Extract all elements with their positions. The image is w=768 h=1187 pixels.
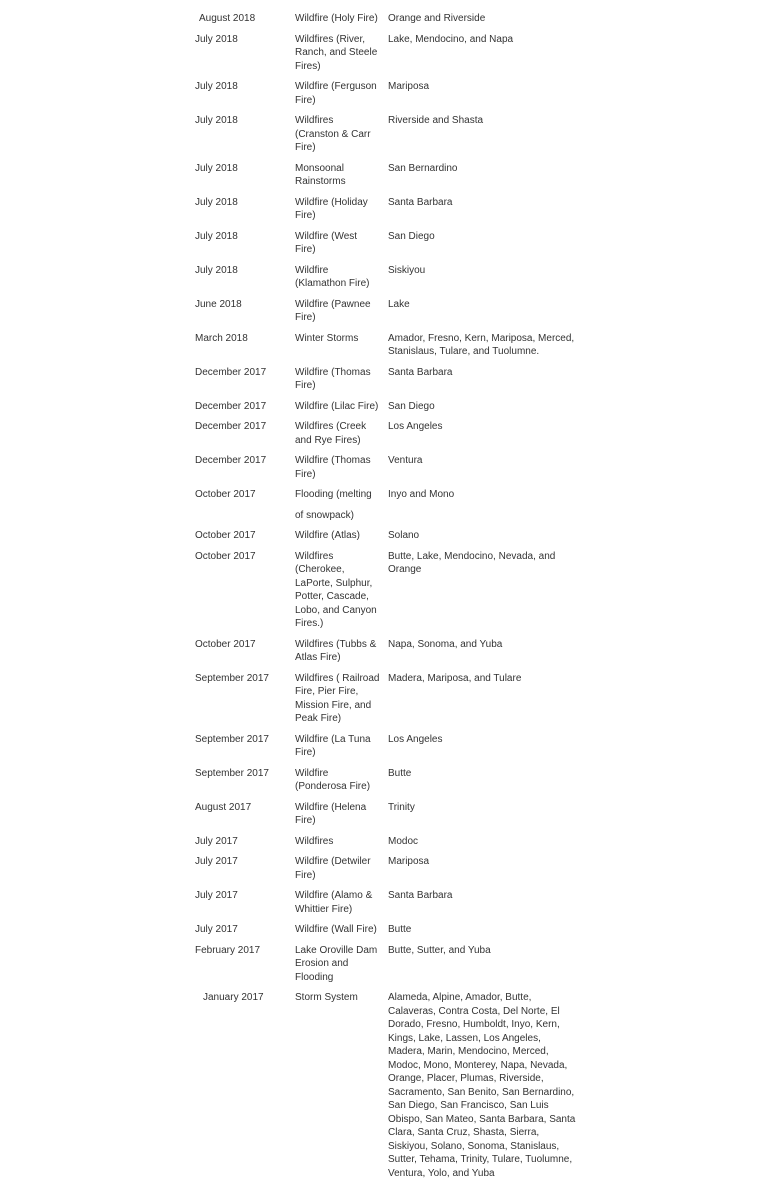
event-paragraph: Wildfires (Creek and Rye Fires) xyxy=(295,421,367,446)
event-paragraph: Wildfire (Wall Fire) xyxy=(295,924,377,935)
counties-cell: Butte xyxy=(387,924,412,935)
counties-cell: Santa Barbara xyxy=(387,890,453,901)
table-row xyxy=(0,923,768,937)
table-row xyxy=(0,230,768,257)
event-cell xyxy=(295,855,380,882)
counties-cell: Butte xyxy=(387,767,412,779)
event-cell xyxy=(295,264,380,291)
table-row xyxy=(0,12,768,26)
event-cell xyxy=(295,33,380,74)
date-cell: October 2017 xyxy=(195,489,256,500)
counties-cell: Butte, Lake, Mendocino, Nevada, and Orange xyxy=(387,550,556,575)
event-paragraph: Wildfire (Holiday Fire) xyxy=(295,196,368,221)
table-row xyxy=(0,454,768,481)
event-cell xyxy=(295,944,380,985)
event-paragraph: Wildfires (Cranston & Carr Fire) xyxy=(295,115,371,153)
date-cell: March 2018 xyxy=(195,332,248,344)
counties-cell: Los Angeles xyxy=(387,421,443,432)
table-row xyxy=(0,400,768,414)
event-paragraph: Wildfire (Detwiler Fire) xyxy=(295,856,371,881)
table-row xyxy=(0,264,768,291)
table-row xyxy=(0,33,768,74)
event-paragraph: Lake Oroville Dam Erosion and Flooding xyxy=(295,944,378,983)
date-cell: July 2018 xyxy=(195,196,238,208)
event-paragraph: Wildfire (Ferguson Fire) xyxy=(295,81,377,106)
event-paragraph: Flooding (melting xyxy=(295,489,372,500)
counties-cell: Mariposa xyxy=(387,81,430,92)
date-cell: July 2017 xyxy=(195,924,238,935)
table-row xyxy=(0,488,768,522)
table-row xyxy=(0,366,768,393)
event-paragraph: Wildfire (Thomas Fire) xyxy=(295,366,371,391)
event-paragraph: Wildfire (Lilac Fire) xyxy=(295,400,379,412)
counties-cell: Modoc xyxy=(387,835,418,847)
event-cell xyxy=(295,529,380,543)
event-paragraph: Wildfires ( Railroad Fire, Pier Fire, Mission Fire, and Peak Fire) xyxy=(295,672,380,724)
date-cell: October 2017 xyxy=(195,530,256,541)
counties-cell: Madera, Mariposa, and Tulare xyxy=(387,672,522,684)
event-paragraph: Wildfires xyxy=(295,835,334,847)
counties-cell: San Diego xyxy=(387,230,435,242)
table-row xyxy=(0,80,768,107)
event-paragraph: Monsoonal Rainstorms xyxy=(295,162,346,187)
date-cell: August 2018 xyxy=(199,13,256,24)
date-cell: September 2017 xyxy=(195,672,269,684)
event-cell xyxy=(295,420,380,447)
event-paragraph: Wildfire (Holy Fire) xyxy=(295,13,378,24)
event-cell xyxy=(295,114,380,155)
counties-cell: Lake, Mendocino, and Napa xyxy=(387,33,514,45)
counties-cell: Siskiyou xyxy=(387,264,426,276)
date-cell: October 2017 xyxy=(195,638,256,650)
counties-cell: Alameda, Alpine, Amador, Butte, Calaveras, Contra Costa, Del Norte, El Dorado, Fresno, Humboldt, Inyo, Kern, Kings, Lake, Lassen, Los Angeles, Madera, Marin, Mendocino, Merced, Modoc, Mono, Monterey, Napa, Nevada, Orange, Placer, Plumas, Riverside, Sacramento, San Benito, San Bernardino, San Diego, San Francisco, San Luis Obispo, San Mateo, Santa Barbara, Santa Clara, Santa Cruz, Shasta, Sierra, Siskiyou, Solano, Sonoma, Stanislaus, Sutter, Tehama, Trinity, Tulare, Tuolumne, Ventura, Yolo, and Yuba xyxy=(387,992,576,1179)
date-cell: October 2017 xyxy=(195,550,256,562)
event-cell xyxy=(295,488,380,522)
event-cell xyxy=(295,767,380,794)
table-row xyxy=(0,801,768,828)
date-cell: July 2017 xyxy=(195,890,238,901)
counties-cell: Riverside and Shasta xyxy=(387,115,484,126)
event-cell xyxy=(295,230,380,257)
table-row xyxy=(0,638,768,665)
counties-cell: Santa Barbara xyxy=(387,366,453,378)
counties-cell: Lake xyxy=(387,298,410,310)
event-paragraph: Wildfire (Ponderosa Fire) xyxy=(295,767,371,792)
event-paragraph: Wildfires (River, Ranch, and Steele Fires) xyxy=(295,33,378,72)
event-cell xyxy=(295,454,380,481)
event-cell xyxy=(295,298,380,325)
disasters-table xyxy=(0,12,768,1180)
date-cell: December 2017 xyxy=(195,421,267,432)
event-cell xyxy=(295,162,380,189)
date-cell: December 2017 xyxy=(195,400,267,412)
event-cell xyxy=(295,12,380,26)
event-paragraph: Wildfire (Alamo & Whittier Fire) xyxy=(295,890,373,915)
table-row xyxy=(0,733,768,760)
date-cell: February 2017 xyxy=(195,944,261,956)
counties-cell: San Bernardino xyxy=(387,162,458,174)
counties-cell: Butte, Sutter, and Yuba xyxy=(387,944,491,956)
table-row xyxy=(0,196,768,223)
counties-cell: Solano xyxy=(387,530,420,541)
table-row xyxy=(0,529,768,543)
event-paragraph: Wildfires (Tubbs & Atlas Fire) xyxy=(295,638,377,663)
date-cell: June 2018 xyxy=(195,298,242,310)
event-cell xyxy=(295,332,380,346)
counties-cell: Ventura xyxy=(387,455,423,466)
event-cell xyxy=(295,672,380,726)
table-row xyxy=(0,114,768,155)
event-paragraph: Wildfire (Pawnee Fire) xyxy=(295,298,371,323)
table-row xyxy=(0,944,768,985)
event-cell xyxy=(295,196,380,223)
counties-cell: Los Angeles xyxy=(387,733,443,745)
table-row xyxy=(0,420,768,447)
event-cell xyxy=(295,400,380,414)
event-cell xyxy=(295,550,380,631)
table-row xyxy=(0,672,768,726)
counties-cell: Napa, Sonoma, and Yuba xyxy=(387,638,503,650)
table-row xyxy=(0,332,768,359)
event-paragraph: Wildfire (Atlas) xyxy=(295,530,361,541)
event-cell xyxy=(295,733,380,760)
event-paragraph: Storm System xyxy=(295,992,358,1003)
table-row xyxy=(0,298,768,325)
date-cell: July 2018 xyxy=(195,115,238,126)
table-row xyxy=(0,835,768,849)
event-cell xyxy=(295,80,380,107)
event-cell xyxy=(295,801,380,828)
date-cell: July 2018 xyxy=(195,230,238,242)
event-cell xyxy=(295,923,380,937)
date-cell: December 2017 xyxy=(195,366,267,378)
event-paragraph: Wildfires (Cherokee, LaPorte, Sulphur, Potter, Cascade, Lobo, and Canyon Fires.) xyxy=(295,550,377,629)
counties-cell: Trinity xyxy=(387,801,415,813)
date-cell: August 2017 xyxy=(195,801,252,813)
counties-cell: Amador, Fresno, Kern, Mariposa, Merced, Stanislaus, Tulare, and Tuolumne. xyxy=(387,332,575,357)
event-cell xyxy=(295,366,380,393)
date-cell: July 2018 xyxy=(195,81,238,92)
event-paragraph: Wildfire (West Fire) xyxy=(295,230,358,255)
table-row xyxy=(0,162,768,189)
event-cell xyxy=(295,638,380,665)
event-cell xyxy=(295,835,380,849)
event-paragraph: Wildfire (Thomas Fire) xyxy=(295,455,371,480)
table-row xyxy=(0,767,768,794)
date-cell: December 2017 xyxy=(195,455,267,466)
counties-cell: San Diego xyxy=(387,400,435,412)
date-cell: January 2017 xyxy=(203,992,264,1003)
event-paragraph: of snowpack) xyxy=(295,509,354,521)
counties-cell: Santa Barbara xyxy=(387,196,453,208)
date-cell: July 2017 xyxy=(195,835,238,847)
table-row xyxy=(0,855,768,882)
counties-cell: Orange and Riverside xyxy=(387,13,486,24)
table-row xyxy=(0,991,768,1180)
event-cell xyxy=(295,991,380,1005)
date-cell: September 2017 xyxy=(195,733,269,745)
event-paragraph: Wildfire (La Tuna Fire) xyxy=(295,733,371,758)
event-paragraph: Wildfire (Helena Fire) xyxy=(295,801,367,826)
date-cell: July 2018 xyxy=(195,33,238,45)
table-row xyxy=(0,889,768,916)
date-cell: July 2017 xyxy=(195,856,238,867)
date-cell: September 2017 xyxy=(195,767,269,779)
event-cell xyxy=(295,889,380,916)
date-cell: July 2018 xyxy=(195,162,238,174)
counties-cell: Mariposa xyxy=(387,856,430,867)
date-cell: July 2018 xyxy=(195,264,238,276)
event-paragraph: Winter Storms xyxy=(295,332,359,344)
table-row xyxy=(0,550,768,631)
event-paragraph: Wildfire (Klamathon Fire) xyxy=(295,264,370,289)
counties-cell: Inyo and Mono xyxy=(387,489,455,500)
